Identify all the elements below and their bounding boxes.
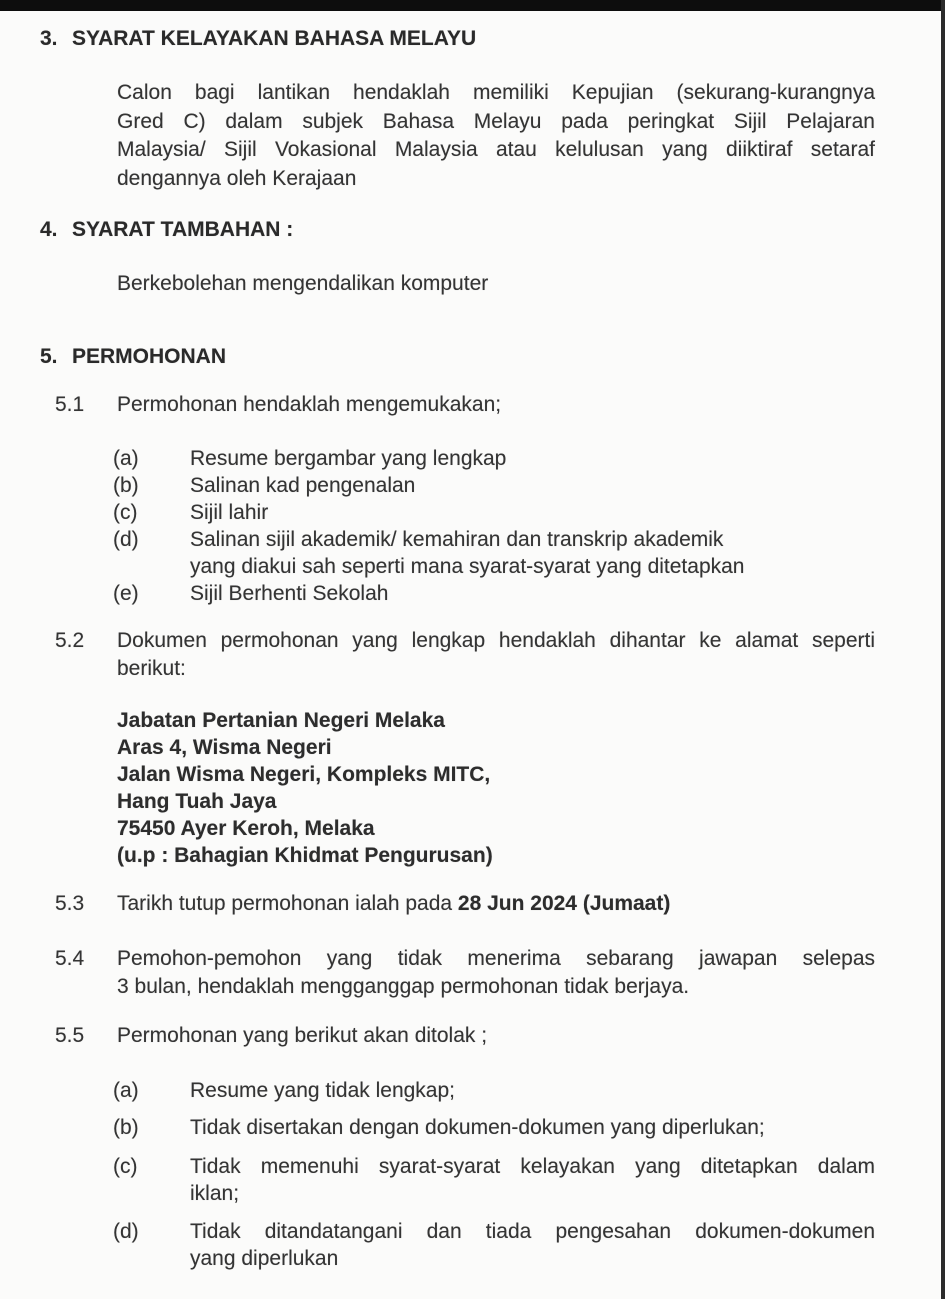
address-line: Hang Tuah Jaya [117,790,277,813]
list-item-text: Tidak memenuhi syarat-syarat kelayakan yang ditetapkan dalam [190,1155,875,1178]
list-item [0,1077,945,1104]
section-number: 3. [40,27,58,50]
scan-right-edge-line [941,0,945,1299]
section-title: PERMOHONAN [72,345,227,368]
clause-text [117,890,875,918]
clause-5-5 [0,1022,945,1050]
list-item-label: (a) [113,1079,139,1102]
clause-number: 5.2 [55,629,85,652]
section-5-heading [0,343,945,371]
clause-number: 5.4 [55,947,85,970]
list-item-text: Tidak ditandatangani dan tiada pengesahan dokumen-dokumen [190,1220,875,1243]
list-item [0,526,945,580]
list-item [0,1114,945,1141]
clause-number: 5.1 [55,393,85,416]
list-item-text: Sijil Berhenti Sekolah [190,582,389,605]
address-line: (u.p : Bahagian Khidmat Pengurusan) [117,844,493,867]
paragraph-line: dengannya oleh Kerajaan [117,166,357,190]
paragraph-line: Calon bagi lantikan hendaklah memiliki Kepujian (sekurang-kurangnya [117,81,875,104]
clause-5-2 [0,627,945,683]
clause-5-4 [0,945,945,1000]
list-item-text: Salinan kad pengenalan [190,474,416,497]
section-number: 4. [40,218,58,241]
closing-date-prefix: Tarikh tutup permohonan ialah pada [117,892,458,915]
clause-5-1 [0,391,945,419]
mailing-address-block [117,707,945,869]
closing-date: 28 Jun 2024 (Jumaat) [457,892,671,915]
section-title: SYARAT KELAYAKAN BAHASA MELAYU [72,27,477,50]
list-item [0,580,945,607]
list-item-text: Tidak disertakan dengan dokumen-dokumen yang diperlukan; [190,1116,765,1139]
requirements-list [0,445,945,607]
list-item [0,472,945,499]
list-item [0,445,945,472]
list-item [0,499,945,526]
list-item-label: (c) [113,1155,138,1178]
list-item-label: (b) [113,1116,139,1139]
address-line: Jalan Wisma Negeri, Kompleks MITC, [117,763,491,786]
clause-number: 5.3 [55,892,85,915]
list-item-text: Salinan sijil akademik/ kemahiran dan transkrip akademik [190,528,724,551]
section-4-heading [0,216,945,244]
list-item [0,1153,945,1207]
list-item-text: yang diakui sah seperti mana syarat-syarat yang ditetapkan [190,555,745,578]
section-title: SYARAT TAMBAHAN : [72,218,294,241]
clause-number: 5.5 [55,1024,85,1047]
section-3-paragraph [117,79,875,193]
clause-text: Dokumen permohonan yang lengkap hendaklah dihantar ke alamat seperti [117,629,875,652]
list-item-text: yang diperlukan [190,1247,339,1270]
clause-text: 3 bulan, hendaklah mengganggap permohonan tidak berjaya. [117,974,690,998]
list-item-label: (b) [113,474,139,497]
clause-text: berikut: [117,657,186,680]
clause-text: Pemohon-pemohon yang tidak menerima sebarang jawapan selepas [117,947,875,970]
section-number: 5. [40,345,58,368]
list-item [0,1218,945,1272]
address-line: Jabatan Pertanian Negeri Melaka [117,709,445,732]
section-4-body: Berkebolehan mengendalikan komputer [117,272,489,295]
clause-5-3 [0,890,945,918]
list-item-label: (a) [113,447,139,470]
list-item-text: iklan; [190,1182,240,1205]
list-item-text: Resume yang tidak lengkap; [190,1079,455,1102]
clause-text: Permohonan yang berikut akan ditolak ; [117,1024,488,1047]
list-item-text: Sijil lahir [190,501,269,524]
scan-top-bar [0,0,945,11]
section-3-heading [0,25,945,53]
list-item-text: Resume bergambar yang lengkap [190,447,507,470]
list-item-label: (e) [113,582,139,605]
address-line: Aras 4, Wisma Negeri [117,736,332,759]
rejection-list [0,1077,945,1272]
paragraph-line: Malaysia/ Sijil Vokasional Malaysia atau kelulusan yang diiktiraf setaraf [117,138,875,161]
list-item-label: (d) [113,528,139,551]
address-line: 75450 Ayer Keroh, Melaka [117,817,375,840]
list-item-label: (d) [113,1220,139,1243]
clause-text: Permohonan hendaklah mengemukakan; [117,393,502,416]
paragraph-line: Gred C) dalam subjek Bahasa Melayu pada peringkat Sijil Pelajaran [117,109,875,133]
list-item-label: (c) [113,501,138,524]
